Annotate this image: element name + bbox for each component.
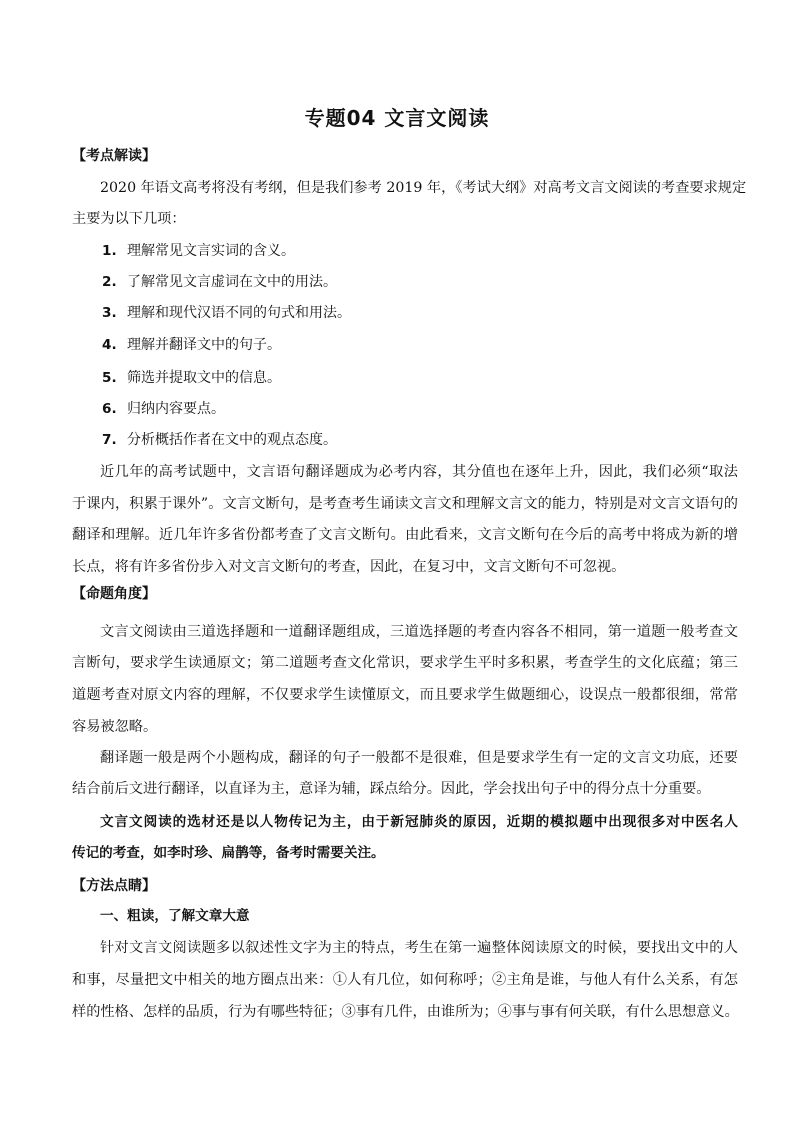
paragraph-line: 翻译和理解。近几年许多省份都考查了文言文断句。由此看来，文言文断句在今后的高考中将成为新的增 (72, 527, 738, 543)
list-item-number: 1. (102, 243, 117, 259)
paragraph-line: 主要为以下几项： (72, 211, 186, 227)
section-heading-mingti: 【命题角度】 (72, 586, 156, 602)
list-item: 理解常见文言实词的含义。 (127, 243, 295, 259)
section-heading-fangfa: 【方法点睛】 (72, 878, 156, 894)
list-item-number: 7. (102, 432, 117, 448)
paragraph-line: 近几年的高考试题中，文言语句翻译题成为必考内容，其分值也在逐年上升，因此，我们必须“取法 (100, 464, 738, 480)
paragraph-line: 长点，将有许多省份步入对文言文断句的考查，因此，在复习中，文言文断句不可忽视。 (72, 559, 626, 575)
paragraph-line: 翻译题一般是两个小题构成，翻译的句子一般都不是很难，但是要求学生有一定的文言文功底，还要 (100, 750, 738, 766)
list-item: 归纳内容要点。 (127, 401, 225, 417)
paragraph-line: 容易被忽略。 (72, 719, 158, 735)
list-item-number: 6. (102, 401, 117, 417)
list-item-number: 3. (102, 305, 117, 321)
bold-paragraph-line: 传记的考查，如李时珍、扁鹊等，备考时需要关注。 (72, 845, 385, 861)
paragraph-line: 于课内，积累于课外”。文言文断句，是考查考生诵读文言文和理解文言文的能力，特别是对文言文语句的 (72, 496, 738, 512)
paragraph-line: 结合前后文进行翻译，以直译为主，意译为辅，踩点给分。因此，学会找出句子中的得分点十分重要。 (72, 781, 711, 797)
subheading: 一、粗读，了解文章大意 (100, 908, 250, 924)
list-item: 理解和现代汉语不同的句式和用法。 (127, 305, 351, 321)
list-item: 理解并翻译文中的句子。 (127, 337, 281, 353)
list-item: 了解常见文言虚词在文中的用法。 (127, 274, 337, 290)
paragraph-line: 文言文阅读由三道选择题和一道翻译题组成，三道选择题的考查内容各不相同，第一道题一般考查文 (100, 624, 738, 640)
paragraph-line: 和事，尽量把文中相关的地方圈点出来：①人有几位，如何称呼；②主角是谁，与他人有什么关系，有怎 (72, 972, 738, 988)
paragraph-line: 言断句，要求学生读通原文；第二道题考查文化常识，要求学生平时多积累，考查学生的文化底蕴；第三 (72, 655, 738, 671)
list-item: 分析概括作者在文中的观点态度。 (127, 432, 337, 448)
paragraph-line: 道题考查对原文内容的理解，不仅要求学生读懂原文，而且要求学生做题细心，设误点一般都很细，常常 (72, 687, 738, 703)
bold-paragraph-line: 文言文阅读的选材还是以人物传记为主，由于新冠肺炎的原因，近期的模拟题中出现很多对中医名人 (100, 814, 738, 830)
page-title: 专题04 文言文阅读 (304, 106, 490, 130)
list-item-number: 4. (102, 337, 117, 353)
paragraph-line: 样的性格、怎样的品质，行为有哪些特征；③事有几件，由谁所为；④事与事有何关联，有什么思想意义。 (72, 1004, 739, 1020)
list-item-number: 5. (102, 370, 117, 386)
paragraph-line: 针对文言文阅读题多以叙述性文字为主的特点，考生在第一遍整体阅读原文的时候，要找出文中的人 (100, 940, 738, 956)
section-heading-kaodian: 【考点解读】 (72, 148, 156, 164)
list-item: 筛选并提取文中的信息。 (127, 370, 281, 386)
paragraph-line: 2020 年语文高考将没有考纲，但是我们参考 2019 年，《考试大纲》对高考文言文阅读的考查要求规定 (100, 180, 747, 196)
list-item-number: 2. (102, 274, 117, 290)
